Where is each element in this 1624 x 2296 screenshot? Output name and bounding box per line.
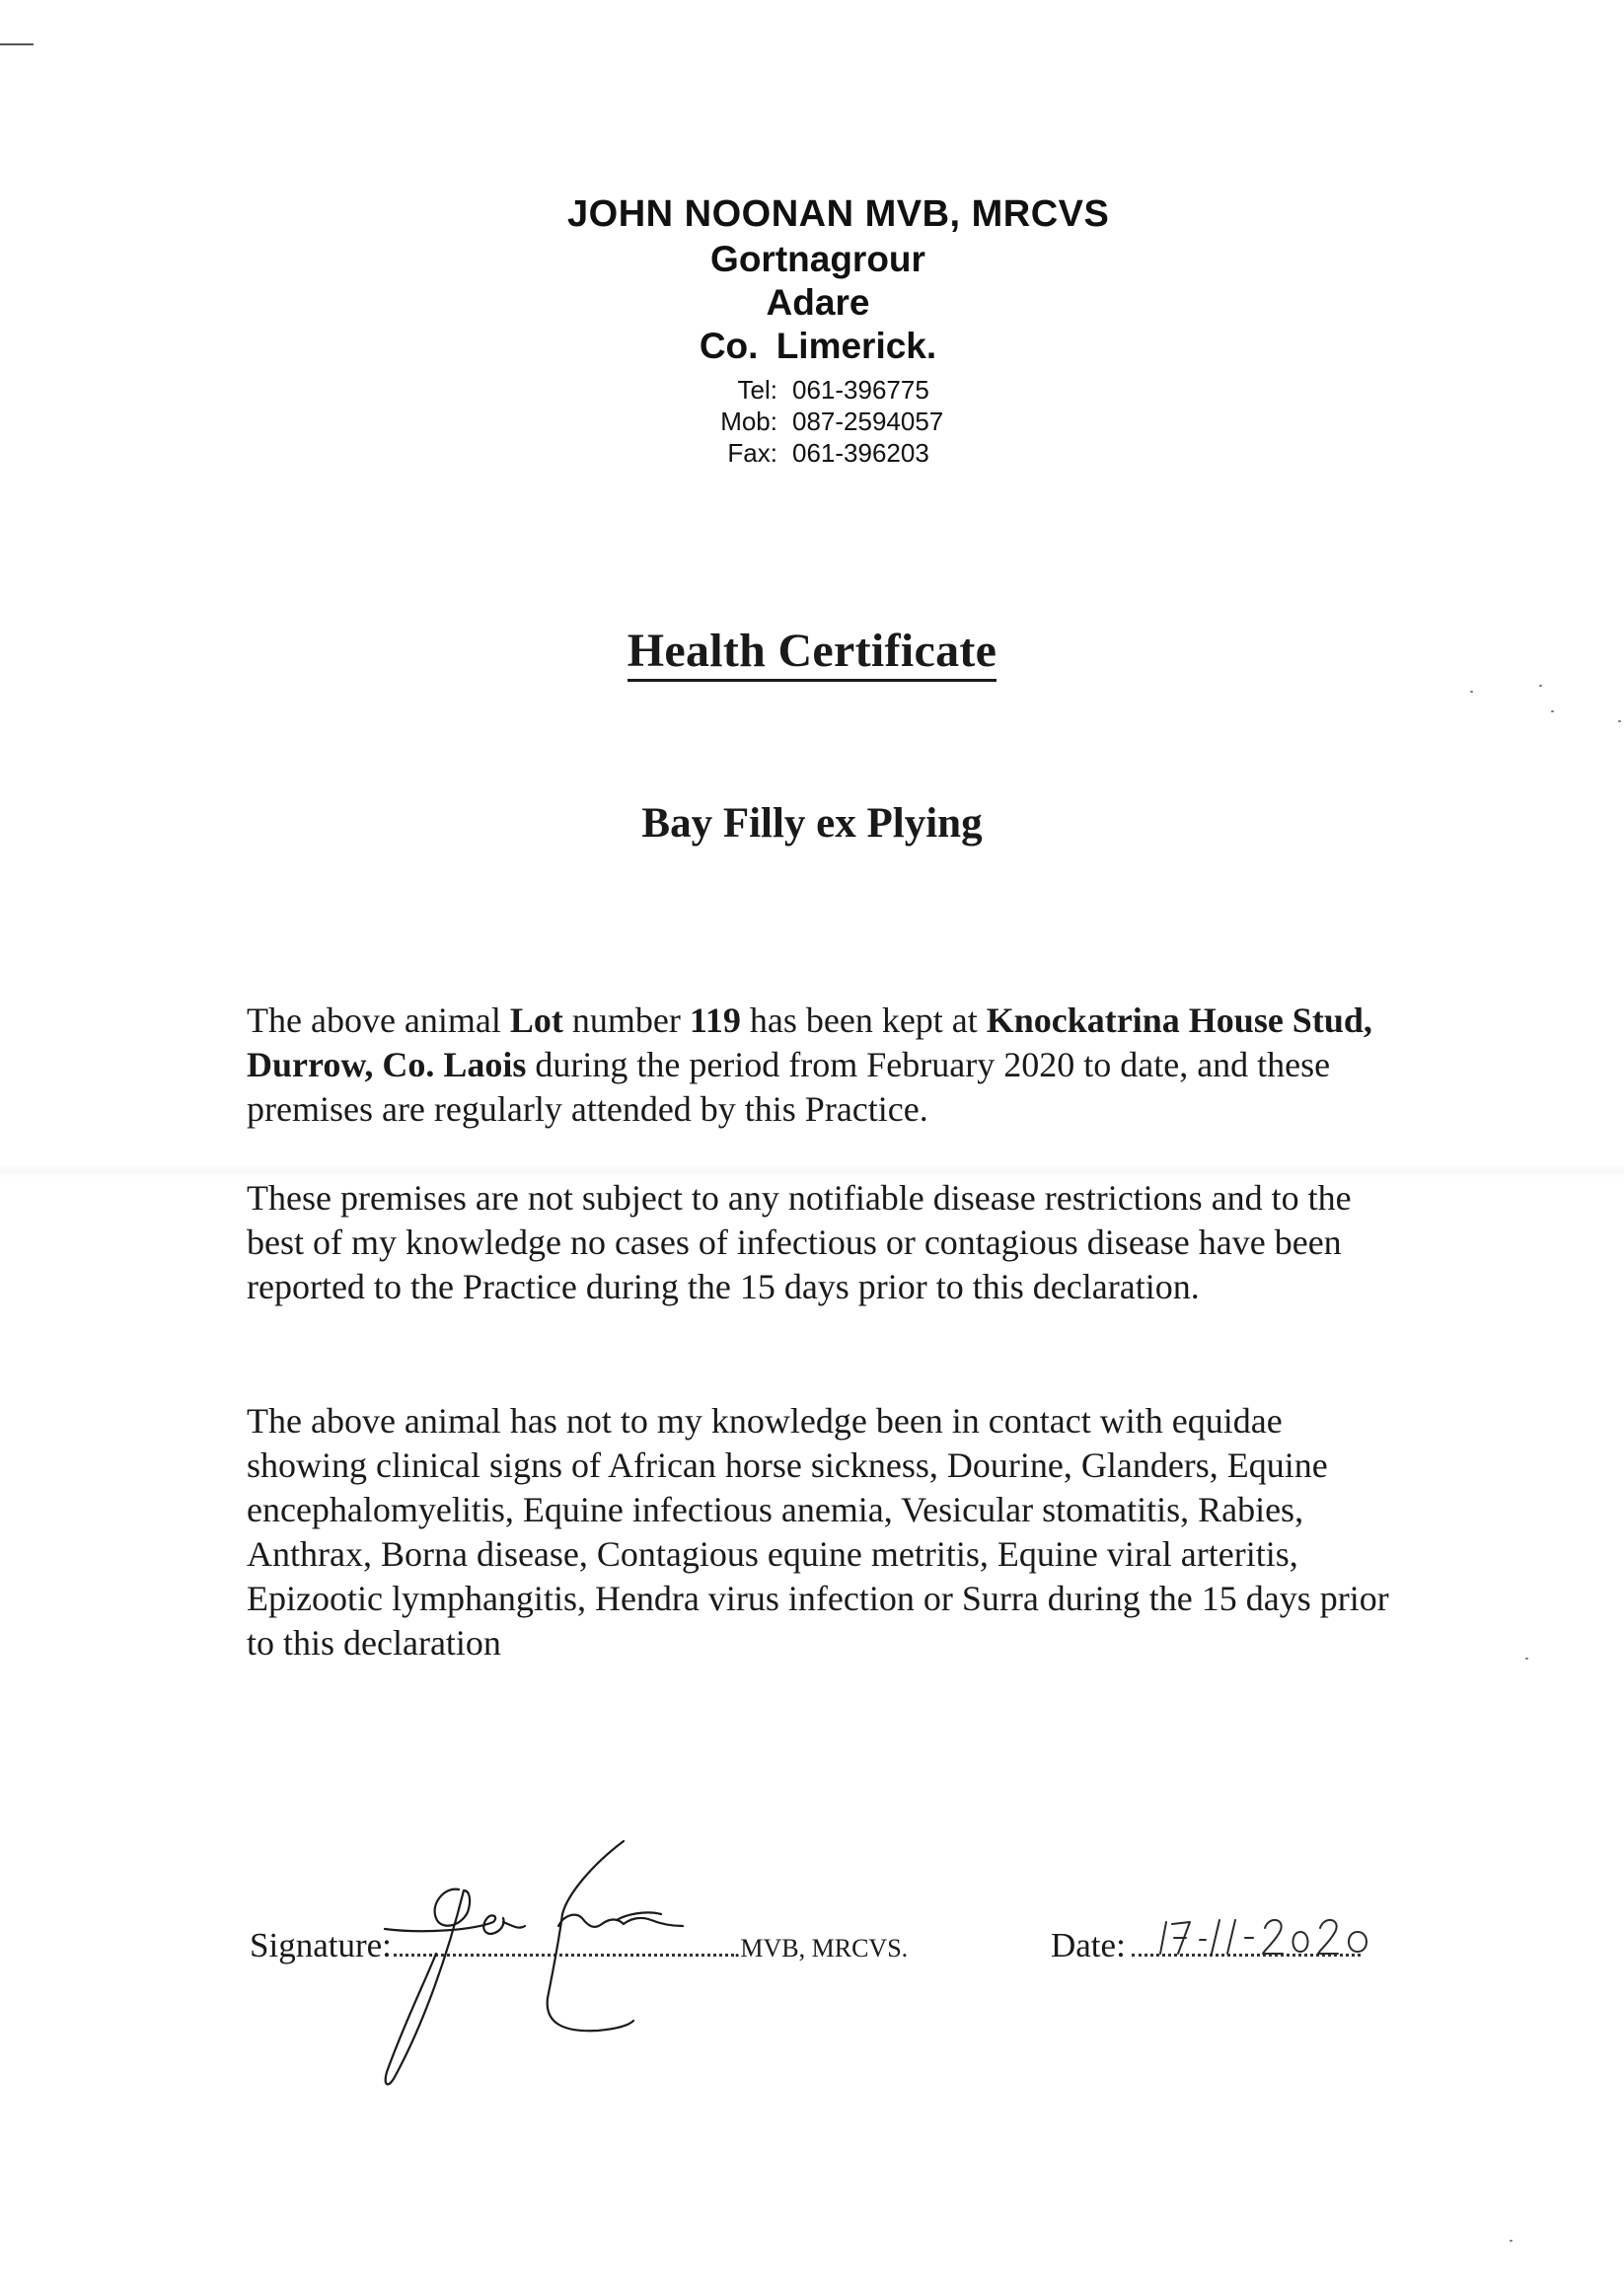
contact-fax-label: Fax: <box>727 438 777 468</box>
p1-bold-location: Knockatrina House Stud, Durrow, Co. Laois <box>247 1000 1372 1084</box>
scan-speck <box>1525 1658 1528 1660</box>
address-street: Gortnagrour <box>710 239 925 279</box>
p1-text-2: number <box>562 1000 690 1040</box>
p1-bold-lot: Lot <box>509 1000 563 1040</box>
contact-tel-value: 061-396775 <box>792 375 929 405</box>
contact-mob-label: Mob: <box>720 407 777 436</box>
contact-fax-value: 061-396203 <box>792 438 929 468</box>
vet-name: JOHN NOONAN MVB, MRCVS <box>567 193 1110 235</box>
address-town: Adare <box>766 282 870 323</box>
scan-speck <box>1510 2240 1513 2242</box>
address-county: Co. Limerick. <box>699 326 937 366</box>
paragraph-restrictions: These premises are not subject to any notifiable disease restrictions and to the best of my knowledge no cases of infectious or contagious disease have been reported to the Practice during the 15 days prior to this declaration. <box>247 1178 1352 1306</box>
scan-speck <box>1470 691 1473 693</box>
paragraph-premises <box>247 999 1401 1132</box>
p1-text-1: The above animal <box>247 1000 510 1040</box>
signature-suffix: .MVB, MRCVS. <box>733 1934 909 1963</box>
handwritten-signature <box>365 1835 740 2092</box>
p1-text-4: during the period from February 2020 to date, and these premises are regularly attended by this Practice. <box>247 1045 1331 1129</box>
handwritten-date <box>1154 1906 1421 1965</box>
contact-mob-value: 087-2594057 <box>792 407 944 436</box>
contact-mob <box>708 407 1202 438</box>
contact-tel-label: Tel: <box>737 375 777 405</box>
scan-corner-mark <box>0 43 34 45</box>
certificate-title <box>0 624 1624 678</box>
contact-tel <box>708 375 1202 407</box>
scan-speck <box>1618 720 1621 722</box>
signature-label: Signature: <box>250 1926 392 1964</box>
contact-fax <box>708 438 1202 470</box>
scan-speck <box>1551 710 1554 712</box>
scan-speck <box>1539 685 1542 687</box>
animal-description: Bay Filly ex Plying <box>641 800 983 847</box>
p1-bold-lot-number: 119 <box>689 1000 741 1040</box>
certificate-title-text: Health Certificate <box>627 625 997 682</box>
p1-text-3: has been kept at <box>740 1000 987 1040</box>
paragraph-contact-declaration: The above animal has not to my knowledge been in contact with equidae showing clinical signs of African horse sickness, Dourine, Glanders, Equine encephalomyelitis, Equine infectious anemia, Vesicular stomatitis, Rabies, Anthrax, Borna disease, Contagious equine metritis, Equine viral arteritis, Epizootic lymphangitis, Hendra virus infection or Surra during the 15 days prior to this declaration <box>247 1401 1389 1663</box>
date-label: Date: <box>1051 1926 1126 1964</box>
